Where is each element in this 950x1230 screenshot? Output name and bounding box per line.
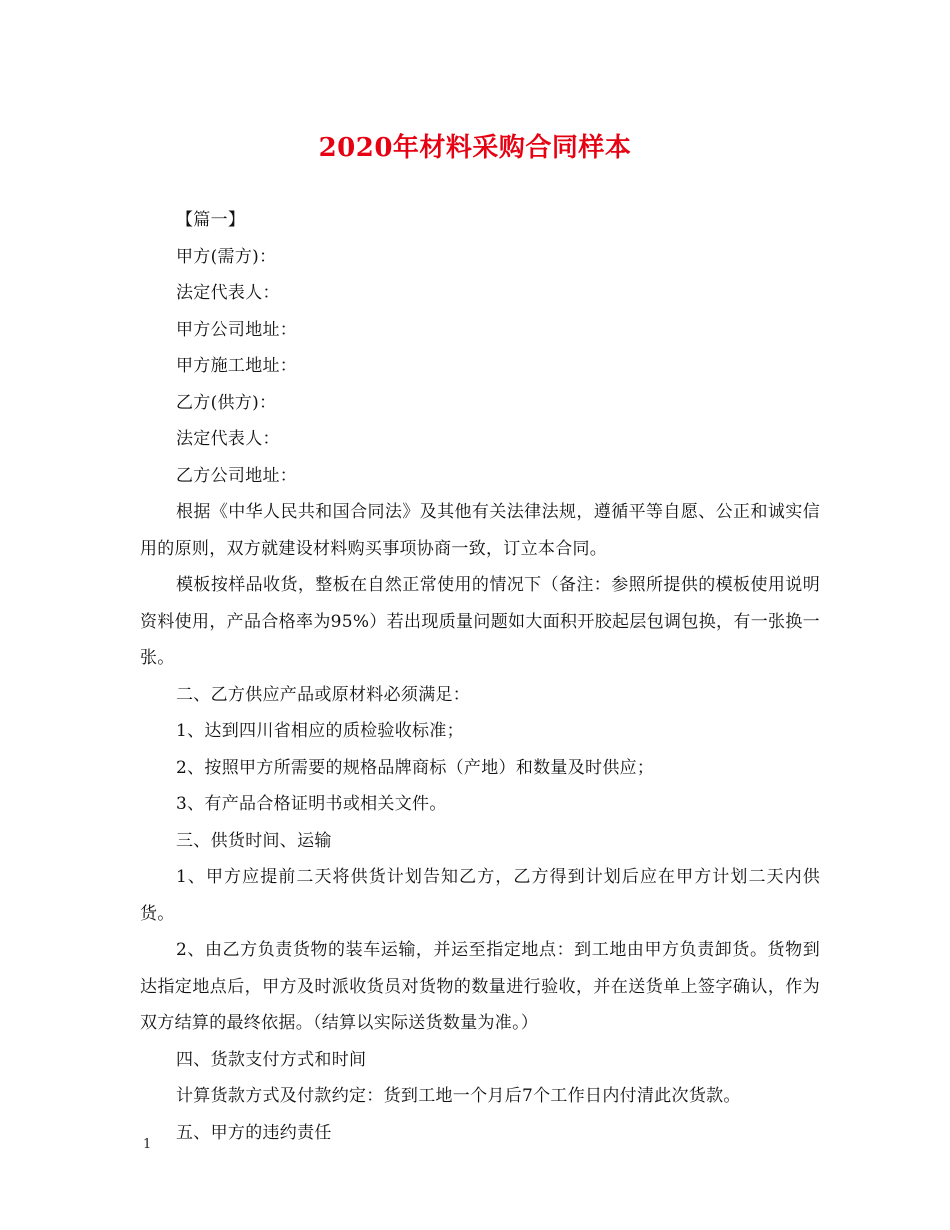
party-a-legal-representative: 法定代表人： (176, 283, 280, 303)
party-a-company-address: 甲方公司地址： (176, 319, 298, 340)
quality-terms-paragraph: 模板按样品收货，整板在自然正常使用的情况下（备注：参照所提供的模板使用说明资料使用，产品合格率为95%）若出现质量问题如大面积开胶起层包调包换，有一张换一张。 (140, 575, 820, 668)
party-a-label: 甲方(需方)： (176, 246, 277, 267)
party-b-company-address: 乙方公司地址： (176, 465, 298, 486)
requirement-item-3: 3、有产品合格证明书或相关文件。 (176, 794, 447, 814)
document-title: 2020年材料采购合同样本 (318, 133, 632, 163)
section-two-heading: 二、乙方供应产品或原材料必须满足： (176, 684, 471, 705)
party-b-label: 乙方(供方)： (176, 392, 277, 413)
document-body (140, 202, 820, 1151)
payment-terms-paragraph: 计算货款方式及付款约定：货到工地一个月后7个工作日内付清此次货款。 (176, 1086, 741, 1106)
page-number: 1 (143, 1137, 152, 1152)
delivery-item-1: 1、甲方应提前二天将供货计划告知乙方，乙方得到计划后应在甲方计划二天内供货。 (140, 867, 820, 924)
party-b-legal-representative: 法定代表人： (176, 429, 280, 449)
party-a-site-address: 甲方施工地址： (176, 356, 298, 376)
section-four-heading: 四、货款支付方式和时间 (176, 1049, 367, 1070)
section-five-heading: 五、甲方的违约责任 (176, 1122, 332, 1143)
contract-preamble-paragraph: 根据《中华人民共和国合同法》及其他有关法律法规，遵循平等自愿、公正和诚实信用的原则，双方就建设材料购买事项协商一致，订立本合同。 (140, 502, 820, 559)
section-three-heading: 三、供货时间、运输 (176, 830, 332, 851)
delivery-item-2: 2、由乙方负责货物的装车运输，并运至指定地点：到工地由甲方负责卸货。货物到达指定地点后，甲方及时派收货员对货物的数量进行验收，并在送货单上签字确认，作为双方结算的最终依据。（结算以实际送货数量为准。） (140, 940, 820, 1033)
requirement-item-2: 2、按照甲方所需要的规格品牌商标（产地）和数量及时供应； (176, 757, 655, 778)
requirement-item-1: 1、达到四川省相应的质检验收标准； (176, 721, 464, 741)
section-heading-part-one: 【篇一】 (176, 210, 246, 230)
